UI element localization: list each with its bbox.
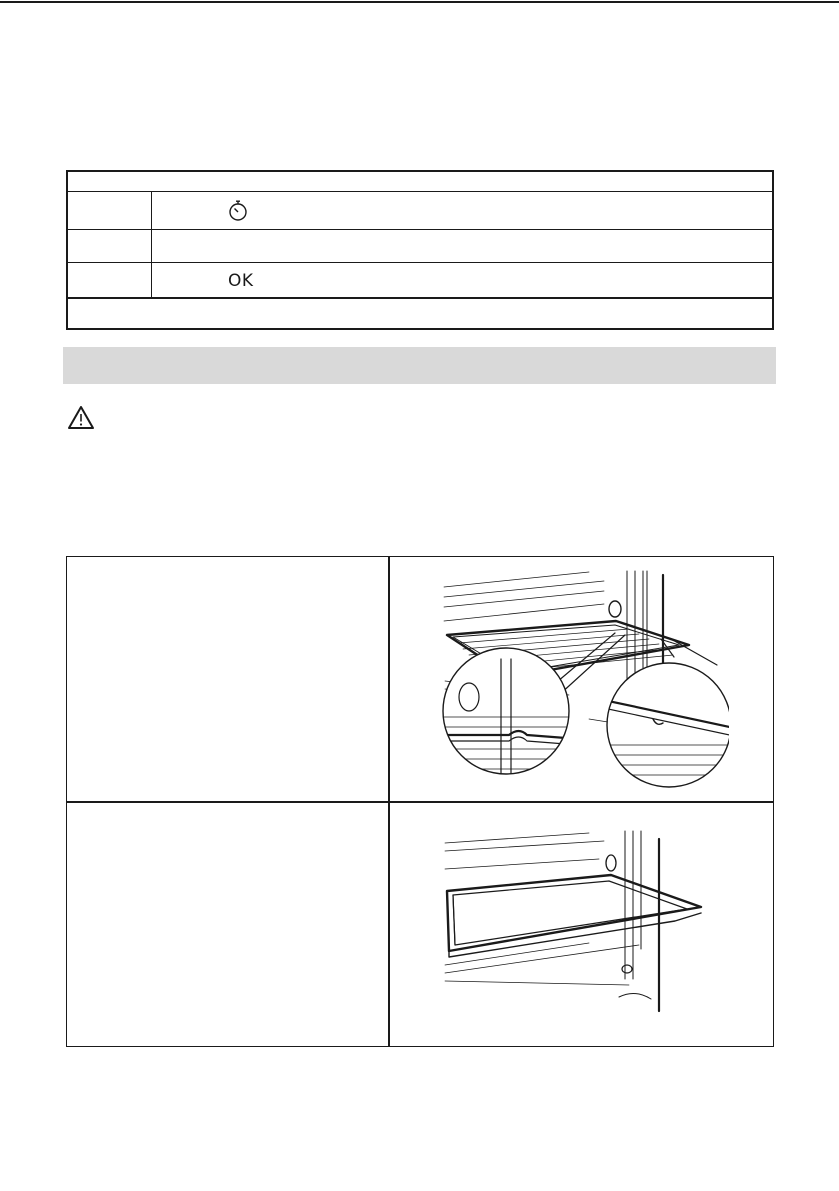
baking-tray-illustration [439, 829, 729, 1014]
step-number-cell [68, 230, 152, 262]
row-divider [67, 801, 773, 803]
step-table-header [68, 172, 772, 192]
step-action-cell [152, 192, 772, 229]
step-table [66, 170, 774, 330]
step-number-cell [68, 263, 152, 297]
step-number-cell [68, 192, 152, 229]
step-action-cell [152, 263, 772, 297]
ok-key: OK [228, 271, 254, 291]
step-action-cell [152, 230, 772, 262]
step-row [68, 192, 772, 230]
step-table-note [68, 299, 772, 329]
wire-shelf-illustration [439, 569, 729, 791]
section-heading-bar [63, 347, 776, 384]
warning-triangle-icon [67, 405, 95, 430]
timer-icon [228, 200, 248, 222]
top-rule [0, 0, 839, 14]
step-row [68, 230, 772, 263]
step-row [68, 263, 772, 299]
accessories-table [66, 556, 774, 1047]
